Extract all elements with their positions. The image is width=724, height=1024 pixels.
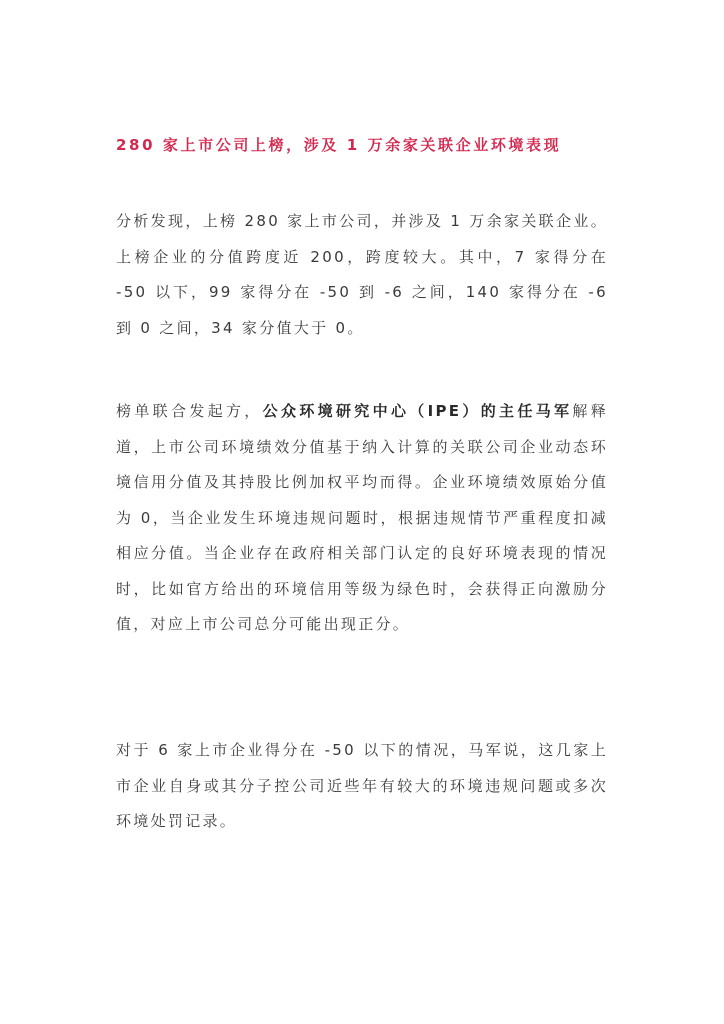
- article-heading: 280 家上市公司上榜，涉及 1 万余家关联企业环境表现: [116, 136, 562, 154]
- paragraph-explanation-lead: 榜单联合发起方，: [116, 402, 263, 420]
- paragraph-analysis: 分析发现，上榜 280 家上市公司，并涉及 1 万余家关联企业。上榜企业的分值跨度近 200，跨度较大。其中，7 家得分在 -50 以下，99 家得分在 -50 到 -6 之间，140 家得分在 -6 到 0 之间，34 家分值大于 0。: [116, 212, 608, 337]
- ipe-director-name: 公众环境研究中心（IPE）的主任马军: [262, 402, 573, 420]
- paragraph-explanation: [116, 394, 608, 643]
- paragraph-conclusion: 对于 6 家上市企业得分在 -50 以下的情况，马军说，这几家上市企业自身或其分子控公司近些年有较大的环境违规问题或多次环境处罚记录。: [116, 741, 608, 830]
- paragraph-explanation-body: 解释道，上市公司环境绩效分值基于纳入计算的关联公司企业动态环境信用分值及其持股比例加权平均而得。企业环境绩效原始分值为 0，当企业发生环境违规问题时，根据违规情节严重程度扣减相应分值。当企业存在政府相关部门认定的良好环境表现的情况时，比如官方给出的环境信用等级为绿色时，会获得正向激励分值，对应上市公司总分可能出现正分。: [116, 402, 608, 633]
